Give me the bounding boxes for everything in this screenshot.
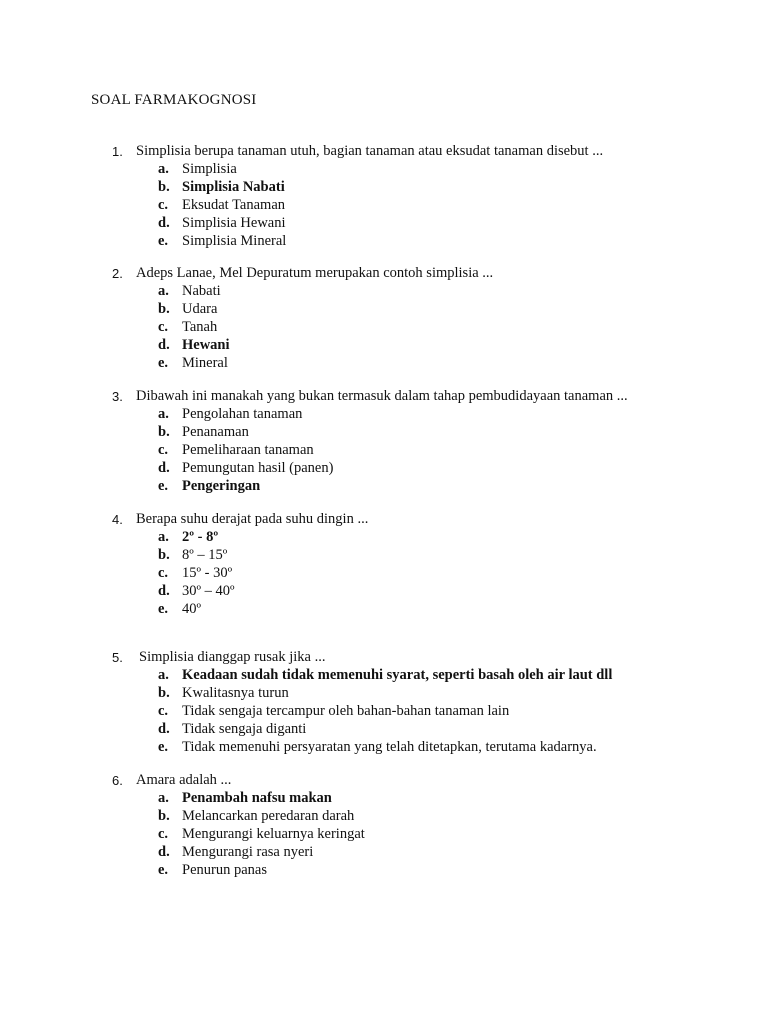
question-1	[0, 142, 768, 250]
option-letter: c.	[158, 319, 169, 335]
option-letter: a.	[158, 283, 169, 299]
option-e	[0, 861, 768, 879]
option-text: 8º – 15º	[182, 547, 228, 563]
option-letter: a.	[158, 790, 169, 806]
option-d	[0, 582, 768, 600]
option-text: Tanah	[182, 319, 218, 335]
option-text: Simplisia Hewani	[182, 215, 286, 231]
option-e	[0, 738, 768, 756]
option-text: Pemungutan hasil (panen)	[182, 460, 334, 476]
option-a	[0, 528, 768, 546]
question-number: 6.	[112, 773, 123, 788]
option-d	[0, 459, 768, 477]
option-letter: d.	[158, 844, 170, 860]
option-letter: c.	[158, 703, 169, 719]
option-letter: e.	[158, 355, 169, 371]
option-text: Simplisia Mineral	[182, 233, 287, 249]
option-e	[0, 232, 768, 250]
option-a	[0, 789, 768, 807]
question-text: Simplisia berupa tanaman utuh, bagian tanaman atau eksudat tanaman disebut ...	[136, 143, 604, 159]
question-6	[0, 771, 768, 879]
option-text: Eksudat Tanaman	[182, 197, 286, 213]
option-b	[0, 684, 768, 702]
option-letter: a.	[158, 161, 169, 177]
question-3	[0, 387, 768, 495]
option-letter: e.	[158, 739, 169, 755]
option-text: Mineral	[182, 355, 228, 371]
option-text-answer: Keadaan sudah tidak memenuhi syarat, seperti basah oleh air laut dll	[182, 667, 613, 683]
option-a	[0, 160, 768, 178]
option-text: Pengolahan tanaman	[182, 406, 303, 422]
question-4	[0, 510, 768, 618]
option-text: 15º - 30º	[182, 565, 233, 581]
option-letter: d.	[158, 583, 170, 599]
option-text: Melancarkan peredaran darah	[182, 808, 355, 824]
option-c	[0, 196, 768, 214]
option-letter: a.	[158, 406, 169, 422]
option-d	[0, 214, 768, 232]
option-text: Tidak sengaja tercampur oleh bahan-bahan tanaman lain	[182, 703, 510, 719]
question-line	[0, 648, 768, 666]
question-line	[0, 142, 768, 160]
option-letter: e.	[158, 233, 169, 249]
option-letter: b.	[158, 547, 170, 563]
option-b	[0, 300, 768, 318]
option-letter: c.	[158, 197, 169, 213]
option-d	[0, 336, 768, 354]
option-text: Pemeliharaan tanaman	[182, 442, 314, 458]
question-2	[0, 264, 768, 372]
option-text: Penurun panas	[182, 862, 267, 878]
option-letter: d.	[158, 215, 170, 231]
option-c	[0, 702, 768, 720]
question-text: Amara adalah ...	[136, 772, 232, 788]
option-a	[0, 405, 768, 423]
option-c	[0, 825, 768, 843]
option-text-answer: Hewani	[182, 337, 230, 353]
option-text-answer: Penambah nafsu makan	[182, 790, 332, 806]
option-e	[0, 354, 768, 372]
option-text: Mengurangi rasa nyeri	[182, 844, 314, 860]
option-letter: b.	[158, 808, 170, 824]
page-title: SOAL FARMAKOGNOSI	[91, 92, 257, 108]
question-5	[0, 648, 768, 756]
option-e	[0, 477, 768, 495]
option-d	[0, 843, 768, 861]
question-number: 3.	[112, 389, 123, 404]
option-text: Mengurangi keluarnya keringat	[182, 826, 365, 842]
option-text: 30º – 40º	[182, 583, 235, 599]
option-letter: b.	[158, 179, 170, 195]
option-letter: a.	[158, 667, 169, 683]
option-d	[0, 720, 768, 738]
question-number: 2.	[112, 266, 123, 281]
option-letter: c.	[158, 442, 169, 458]
option-letter: a.	[158, 529, 169, 545]
option-text: Udara	[182, 301, 218, 317]
question-text: Simplisia dianggap rusak jika ...	[139, 649, 326, 665]
question-number: 5.	[112, 650, 123, 665]
question-text: Dibawah ini manakah yang bukan termasuk dalam tahap pembudidayaan tanaman ...	[136, 388, 628, 404]
option-letter: e.	[158, 862, 169, 878]
option-letter: b.	[158, 424, 170, 440]
option-c	[0, 564, 768, 582]
option-letter: b.	[158, 301, 170, 317]
question-line	[0, 387, 768, 405]
question-line	[0, 264, 768, 282]
question-text: Adeps Lanae, Mel Depuratum merupakan contoh simplisia ...	[136, 265, 494, 281]
option-letter: b.	[158, 685, 170, 701]
option-b	[0, 178, 768, 196]
option-c	[0, 318, 768, 336]
option-letter: d.	[158, 721, 170, 737]
option-text: Tidak memenuhi persyaratan yang telah ditetapkan, terutama kadarnya.	[182, 739, 597, 755]
option-e	[0, 600, 768, 618]
option-text: Tidak sengaja diganti	[182, 721, 307, 737]
option-b	[0, 807, 768, 825]
option-letter: c.	[158, 565, 169, 581]
option-letter: d.	[158, 460, 170, 476]
option-a	[0, 282, 768, 300]
option-letter: c.	[158, 826, 169, 842]
option-letter: e.	[158, 601, 169, 617]
question-line	[0, 771, 768, 789]
option-a	[0, 666, 768, 684]
option-text-answer: Pengeringan	[182, 478, 261, 494]
option-text: 40º	[182, 601, 201, 617]
option-text-answer: Simplisia Nabati	[182, 179, 285, 195]
option-text: Simplisia	[182, 161, 237, 177]
option-letter: d.	[158, 337, 170, 353]
option-c	[0, 441, 768, 459]
option-text-answer: 2º - 8º	[182, 529, 219, 545]
question-number: 4.	[112, 512, 123, 527]
question-line	[0, 510, 768, 528]
option-b	[0, 423, 768, 441]
option-text: Penanaman	[182, 424, 249, 440]
option-text: Kwalitasnya turun	[182, 685, 289, 701]
question-number: 1.	[112, 144, 123, 159]
option-text: Nabati	[182, 283, 221, 299]
option-letter: e.	[158, 478, 169, 494]
option-b	[0, 546, 768, 564]
question-text: Berapa suhu derajat pada suhu dingin ...	[136, 511, 369, 527]
